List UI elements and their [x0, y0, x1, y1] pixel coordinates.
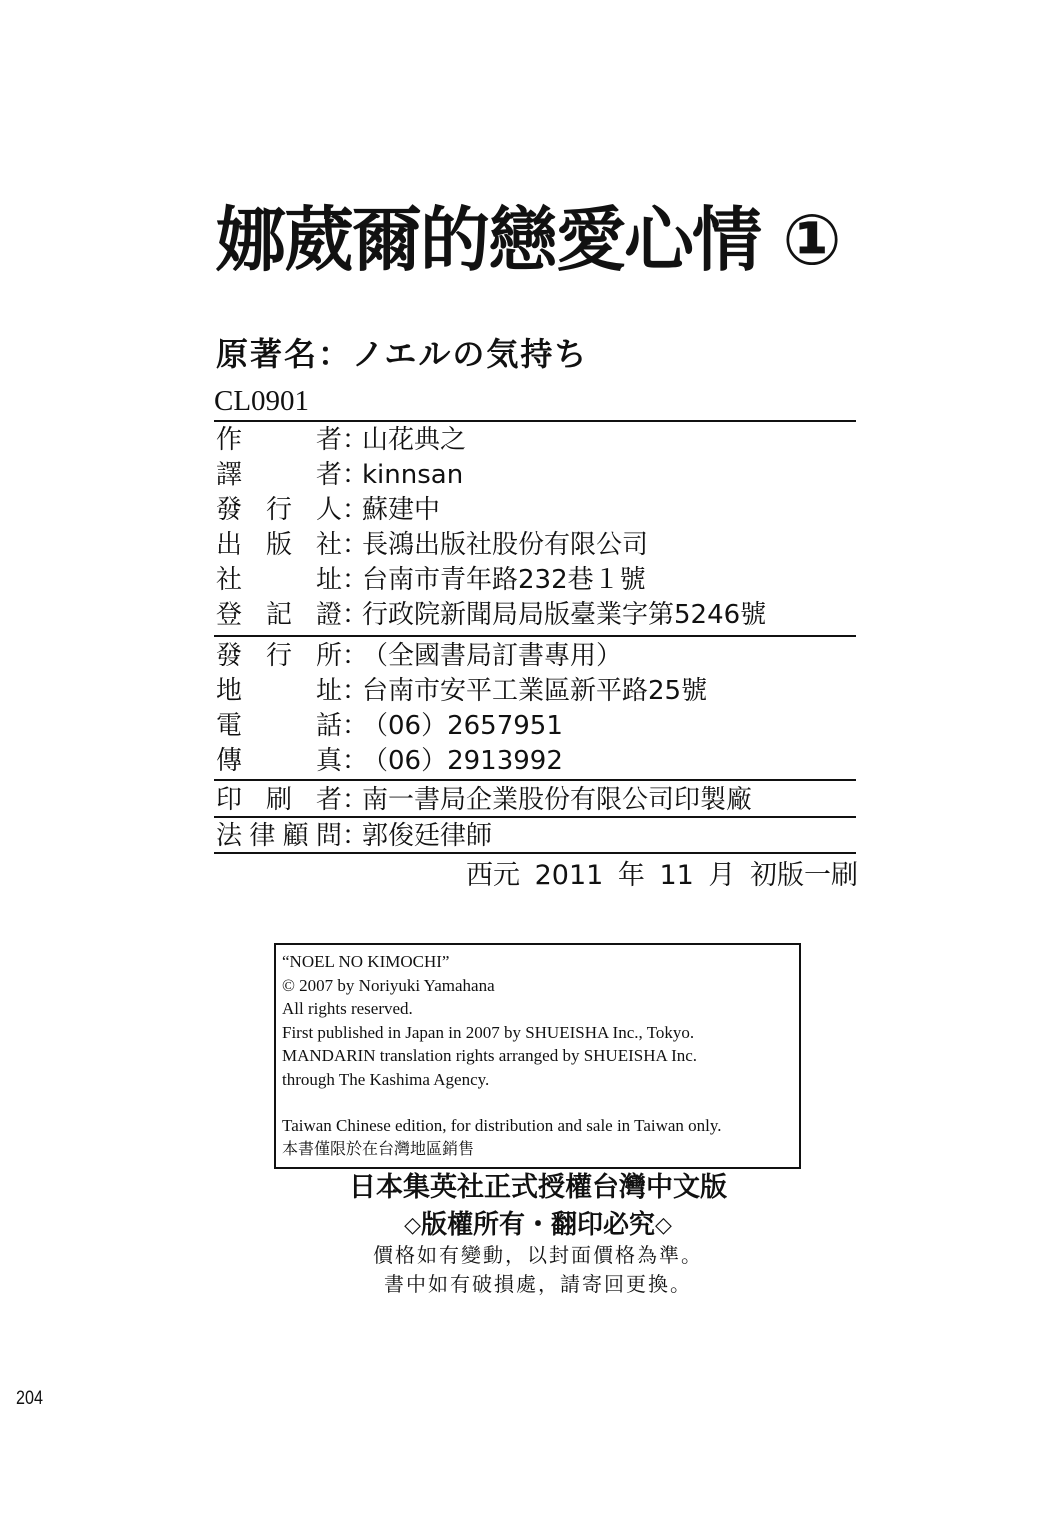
info-value: （06）2913992 [362, 746, 563, 776]
info-value: 郭俊廷律師 [362, 821, 493, 851]
rights-line: © 2007 by Noriyuki Yamahana [282, 975, 495, 995]
info-label: 法律顧問 [216, 821, 342, 851]
info-label: 發行人 [216, 495, 342, 525]
rule-middle [214, 635, 856, 637]
info-value: 山花典之 [362, 425, 467, 455]
info-row-translator [216, 457, 856, 493]
info-label: 地址 [216, 676, 342, 706]
info-row-registration [216, 597, 856, 633]
info-row-author [216, 422, 856, 458]
info-row-address [216, 673, 856, 709]
product-code: CL0901 [214, 385, 310, 417]
info-colon: ： [342, 785, 369, 815]
rights-line: through The Kashima Agency. [282, 1069, 490, 1089]
info-colon: ： [342, 600, 369, 630]
page-number: 204 [16, 1388, 43, 1409]
info-colon: ： [342, 676, 369, 706]
info-value: 蘇建中 [362, 495, 441, 525]
info-row-publisher-person [216, 492, 856, 528]
info-row-legal-counsel [216, 818, 856, 854]
info-colon: ： [342, 746, 369, 776]
diamond-left-icon: ◇ [404, 1213, 421, 1238]
info-row-fax [216, 743, 856, 779]
info-label: 作者 [216, 425, 342, 455]
info-label: 印刷者 [216, 785, 342, 815]
info-colon: ： [342, 711, 369, 741]
rights-reserved-text: 版權所有・翻印必究 [420, 1210, 655, 1240]
original-title: 原著名：ノエルの気持ち [216, 335, 589, 373]
rights-line: All rights reserved. [282, 999, 413, 1019]
info-value: 行政院新聞局局版臺業字第5246號 [362, 600, 767, 630]
rights-line: “NOEL NO KIMOCHI” [282, 952, 450, 971]
rule-bottom [214, 852, 856, 854]
price-note: 價格如有變動，以封面價格為準。 [373, 1243, 703, 1267]
edition-date: 西元 2011 年 11 月 初版一刷 [466, 860, 858, 891]
rights-box [274, 943, 801, 1169]
info-colon: ： [342, 565, 369, 595]
info-value: 南一書局企業股份有限公司印製廠 [362, 785, 753, 815]
info-row-company-address [216, 562, 856, 598]
info-label: 發行所 [216, 641, 342, 671]
info-colon: ： [342, 530, 369, 560]
taiwan-only-chinese-line: 本書僅限於在台灣地區銷售 [282, 1139, 475, 1159]
info-value: （全國書局訂書專用） [362, 641, 623, 671]
info-colon: ： [342, 821, 369, 851]
diamond-right-icon: ◇ [655, 1213, 672, 1238]
info-value: 台南市安平工業區新平路25號 [362, 676, 708, 706]
rights-line: MANDARIN translation rights arranged by SHUEISHA Inc. [282, 1046, 698, 1066]
rule-lower [214, 779, 856, 781]
info-label: 登記證 [216, 600, 342, 630]
info-value: （06）2657951 [362, 711, 563, 741]
info-row-distributor [216, 638, 856, 674]
info-value: 長鴻出版社股份有限公司 [362, 530, 649, 560]
info-row-phone [216, 708, 856, 744]
info-label: 電話 [216, 711, 342, 741]
taiwan-edition-line: Taiwan Chinese edition, for distribution and sale in Taiwan only. [282, 1115, 722, 1135]
info-colon: ： [342, 641, 369, 671]
info-colon: ： [342, 460, 369, 490]
info-value: 台南市青年路232巷１號 [362, 565, 646, 595]
info-colon: ： [342, 495, 369, 525]
info-value: kinnsan [362, 460, 464, 490]
info-label: 社址 [216, 565, 342, 595]
rights-line: First published in Japan in 2007 by SHUEISHA Inc., Tokyo. [282, 1022, 695, 1042]
rights-gap [282, 1092, 794, 1114]
book-title: 娜葳爾的戀愛心情 ① [216, 199, 840, 281]
info-label: 出版社 [216, 530, 342, 560]
info-label: 譯者 [216, 460, 342, 490]
damage-note: 書中如有破損處，請寄回更換。 [384, 1272, 692, 1296]
info-label: 傳真 [216, 746, 342, 776]
authorization-statement: 日本集英社正式授權台灣中文版 [349, 1172, 727, 1203]
info-colon: ： [342, 425, 369, 455]
info-row-printer [216, 782, 856, 818]
info-row-publishing-house [216, 527, 856, 563]
